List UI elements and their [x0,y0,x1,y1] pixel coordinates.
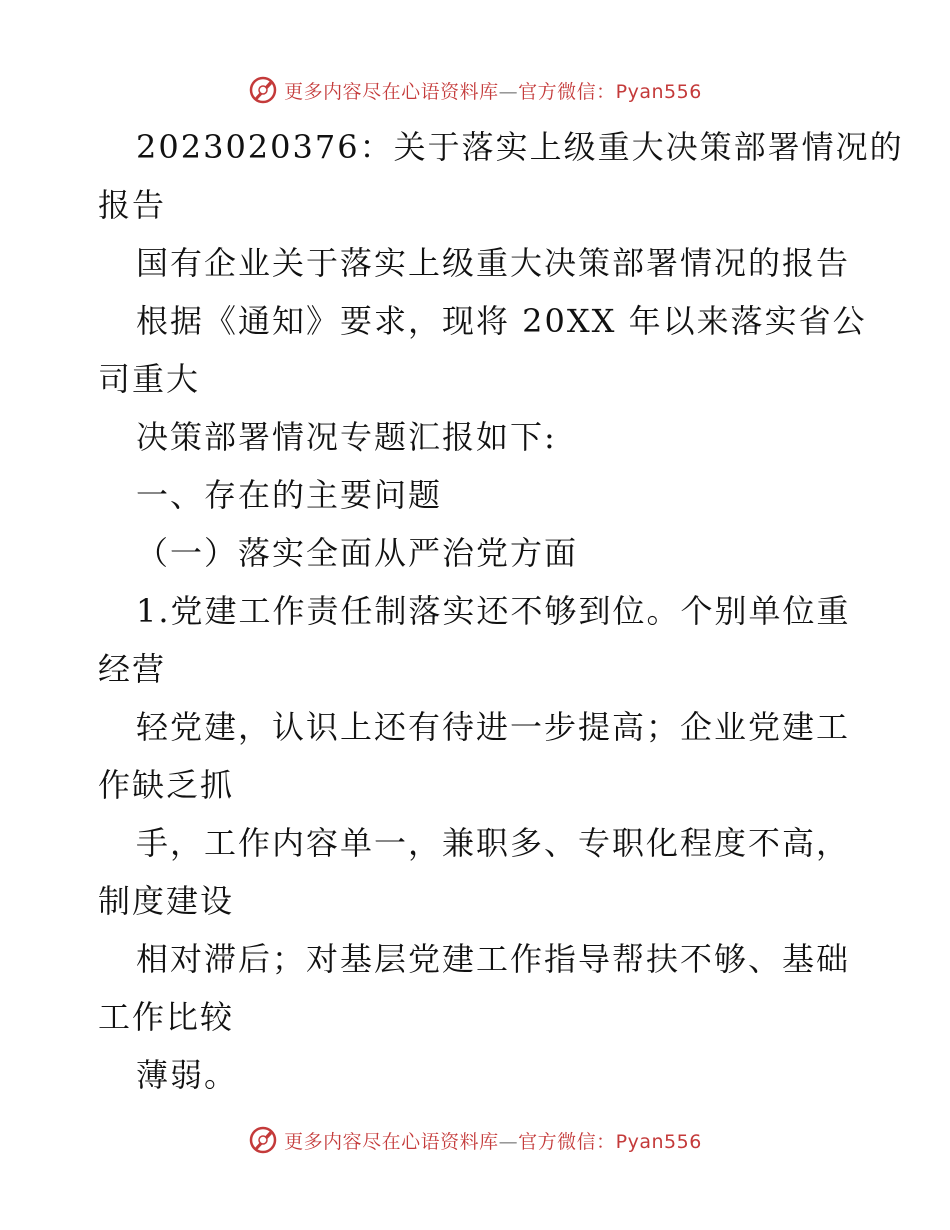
banner-dash: — [498,80,519,103]
document-line: 根据《通知》要求，现将 20XX 年以来落实省公 [136,302,867,340]
header-banner [0,70,950,110]
document-body [98,118,904,1104]
document-line: 手，工作内容单一，兼职多、专职化程度不高， [136,824,851,862]
banner-text-wechat: 官方微信：Pyan556 [518,1130,702,1153]
footer-banner [0,1120,950,1160]
quill-logo-icon [248,1125,278,1155]
document-line: 决策部署情况专题汇报如下: [136,418,557,456]
document-line: 作缺乏抓 [98,766,235,804]
banner-text [284,1127,702,1154]
document-line: 国有企业关于落实上级重大决策部署情况的报告 [136,244,851,282]
document-line: 报告 [98,186,167,224]
banner-text-red: 更多内容尽在心语资料库 [284,80,499,103]
document-line: （一）落实全面从严治党方面 [136,534,579,572]
quill-logo-icon [248,75,278,105]
banner-text-wechat: 官方微信：Pyan556 [518,80,702,103]
document-line: 司重大 [98,360,201,398]
document-line: 制度建设 [98,882,235,920]
banner-dash: — [498,1130,519,1153]
banner-text [284,77,702,104]
document-line: 工作比较 [98,998,235,1036]
document-line: 经营 [98,650,167,688]
document-line: 相对滞后；对基层党建工作指导帮扶不够、基础 [136,940,851,978]
document-line: 一、存在的主要问题 [136,476,443,514]
document-line: 薄弱。 [136,1056,239,1094]
document-line: 2023020376：关于落实上级重大决策部署情况的 [136,128,904,166]
document-line: 轻党建，认识上还有待进一步提高；企业党建工 [136,708,851,746]
document-line: 1.党建工作责任制落实还不够到位。个别单位重 [136,592,851,630]
banner-text-red: 更多内容尽在心语资料库 [284,1130,499,1153]
